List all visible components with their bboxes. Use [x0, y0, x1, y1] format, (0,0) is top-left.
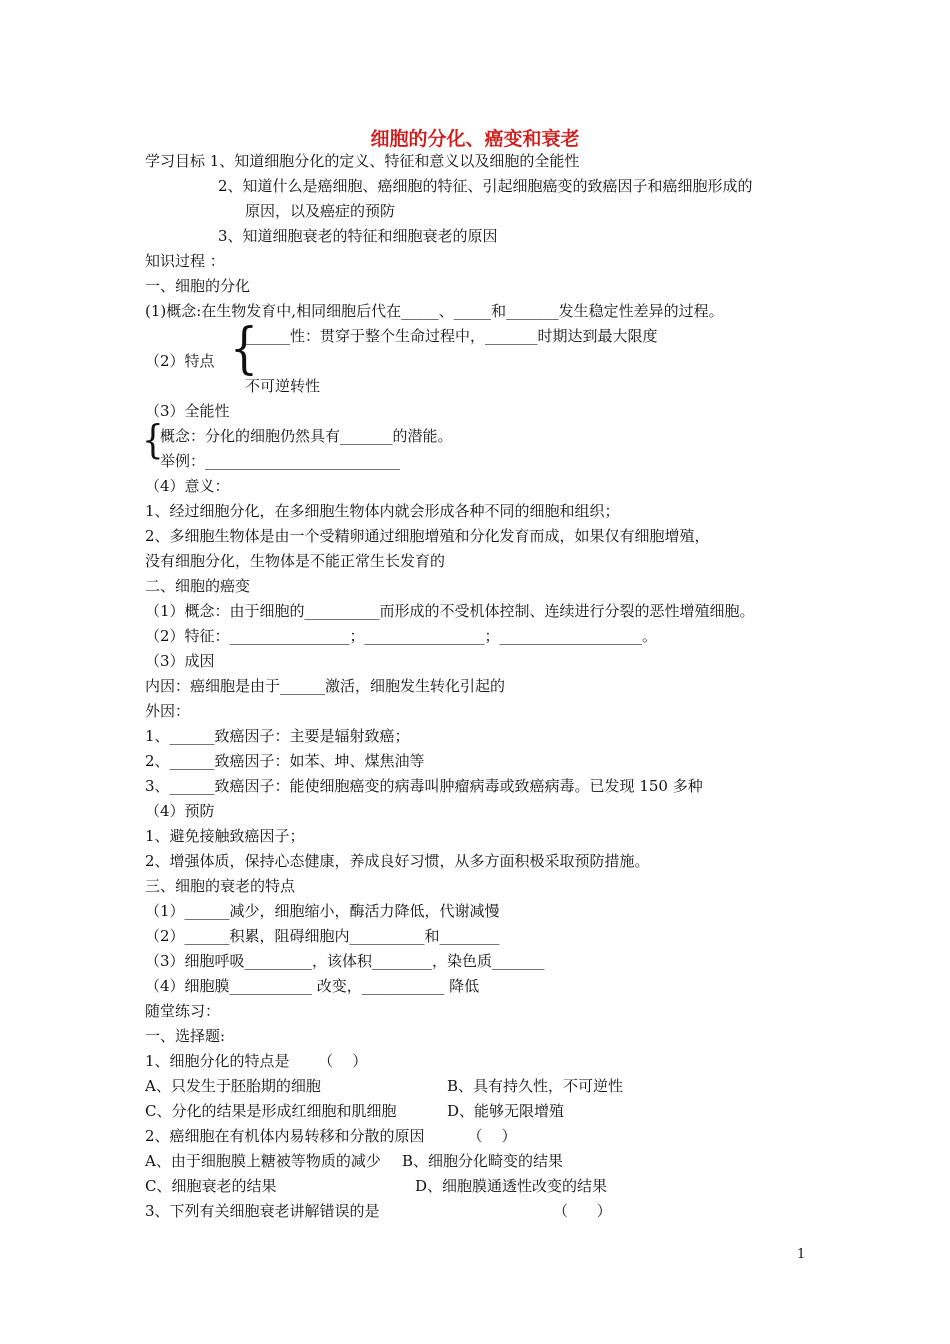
page-title: 细胞的分化、癌变和衰老	[370, 128, 580, 150]
q2-option-b: B、细胞分化畸变的结果	[402, 1152, 564, 1170]
brace-icon: {	[230, 317, 258, 381]
s2-internal: 内因：癌细胞是由于______激活，细胞发生转化引起的	[145, 677, 506, 695]
s2-concept: （1）概念：由于细胞的__________而形成的不受机体控制、连续进行分裂的恶性增殖细胞。	[145, 602, 755, 620]
s2-e2: 2、______致癌因子：如苯、坤、煤焦油等	[145, 752, 425, 770]
objective-1: 学习目标 1、知道细胞分化的定义、特征和意义以及细胞的全能性	[145, 152, 580, 170]
question-2: 2、癌细胞在有机体内易转移和分散的原因 （ ）	[145, 1127, 517, 1145]
page-number: 1	[797, 1247, 806, 1262]
s2-external: 外因：	[145, 702, 191, 720]
q2-option-a: A、由于细胞膜上糖被等物质的减少	[145, 1152, 381, 1170]
s1-tp-concept: 概念：分化的细胞仍然具有_______的潜能。	[160, 427, 453, 445]
s2-e3: 3、______致癌因子：能使细胞癌变的病毒叫肿瘤病毒或致癌病毒。已发现 150 多种	[145, 777, 703, 795]
practice-choice: 一、选择题:	[145, 1027, 226, 1045]
s1-feature-b: 不可逆转性	[245, 377, 321, 395]
s2-prevent: （4）预防	[145, 802, 215, 820]
section-2-heading: 二、细胞的癌变	[145, 577, 251, 595]
objective-2b: 原因，以及癌症的预防	[245, 202, 396, 220]
q1-option-d: D、能够无限增殖	[447, 1102, 565, 1120]
section-3-heading: 三、细胞的衰老的特点	[145, 877, 296, 895]
q1-option-c: C、分化的结果是形成红细胞和肌细胞	[145, 1102, 397, 1120]
q3-answer-paren: （ ）	[553, 1202, 612, 1220]
s3-a4: （4）细胞膜___________ 改变，___________ 降低	[145, 977, 480, 995]
q1-option-b: B、具有持久性，不可逆性	[447, 1077, 624, 1095]
s1-feature-a: ______性：贯穿于整个生命过程中，_______时期达到最大限度	[245, 327, 658, 345]
question-3: 3、下列有关细胞衰老讲解错误的是	[145, 1202, 380, 1220]
s1-m2a: 2、多细胞生物体是由一个受精卵通过细胞增殖和分化发育而成，如果仅有细胞增殖，	[145, 527, 710, 545]
s1-m2b: 没有细胞分化，生物体是不能正常生长发育的	[145, 552, 446, 570]
q2-option-d: D、细胞膜通透性改变的结果	[415, 1177, 608, 1195]
s3-a2: （2）______积累，阻碍细胞内__________和________	[145, 927, 500, 945]
s1-tp-example: 举例：__________________________	[160, 452, 401, 470]
s1-m1: 1、经过细胞分化，在多细胞生物体内就会形成各种不同的细胞和组织；	[145, 502, 620, 520]
question-1: 1、细胞分化的特点是 （ ）	[145, 1052, 368, 1070]
s3-a3: （3）细胞呼吸_________，该体积________，染色质_______	[145, 952, 545, 970]
objective-2a: 2、知道什么是癌细胞、癌细胞的特征、引起细胞癌变的致癌因子和癌细胞形成的	[218, 177, 753, 195]
brace-icon: {	[142, 417, 164, 464]
q1-option-a: A、只发生于胚胎期的细胞	[145, 1077, 321, 1095]
s3-a1: （1）______减少，细胞缩小，酶活力降低，代谢减慢	[145, 902, 500, 920]
s1-concept: (1)概念:在生物发育中,相同细胞后代在_____、_____和_______发生稳定性差异的过程。	[145, 302, 724, 320]
s2-cause: （3）成因	[145, 652, 215, 670]
practice-heading: 随堂练习：	[145, 1002, 221, 1020]
objective-3: 3、知道细胞衰老的特征和细胞衰老的原因	[218, 227, 498, 245]
s1-features-label: （2）特点	[145, 352, 215, 370]
process-heading: 知识过程 ：	[145, 252, 225, 270]
s2-p2: 2、增强体质，保持心态健康，养成良好习惯，从多方面积极采取预防措施。	[145, 852, 650, 870]
s2-features: （2）特征：________________；________________；___________________。	[145, 627, 658, 645]
s2-e1: 1、______致癌因子：主要是辐射致癌；	[145, 727, 410, 745]
section-1-heading: 一、细胞的分化	[145, 277, 251, 295]
s2-p1: 1、避免接触致癌因子；	[145, 827, 305, 845]
s1-totipotency: （3）全能性	[145, 402, 230, 420]
q2-option-c: C、细胞衰老的结果	[145, 1177, 277, 1195]
s1-meaning: （4）意义：	[145, 477, 230, 495]
